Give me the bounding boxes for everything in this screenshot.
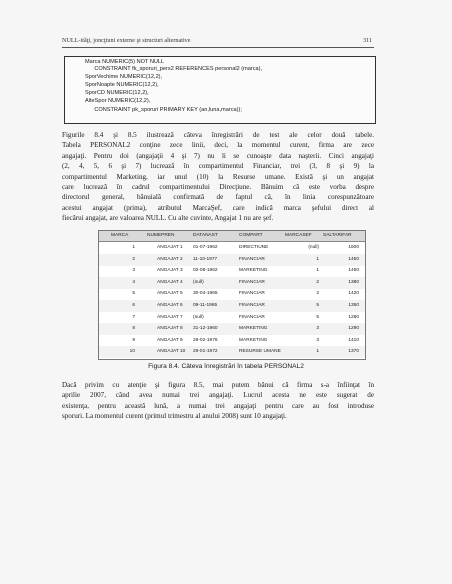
table-cell: 1 [132,245,135,250]
table-cell: (null) [193,314,204,320]
table-cell: 1600 [348,245,359,250]
column-header: DATANAST [193,233,218,238]
header-rule [62,47,374,48]
table-cell: 8 [132,326,135,332]
table-row [99,242,365,254]
table-cell: 9 [132,337,135,343]
table-cell: 5 [132,291,135,297]
table-cell: 4 [132,279,135,285]
table-cell: ANGAJAT 7 [157,314,183,320]
table-row [99,300,365,312]
figure-caption: Figura 8.4. Câteva înregistrări în tabela PERSONAL2 [148,363,304,370]
page-number: 311 [362,37,372,44]
table-cell: 1450 [348,268,359,274]
code-line: SporCD NUMERIC(12,2), [85,90,149,96]
table-cell: 1370 [348,349,359,355]
table-cell: 1 [316,349,319,355]
text-line: Tabela PERSONAL2 conţine zece linii, deci, la momentul curent, firma are zece [62,141,374,150]
code-line: AlteSpor NUMERIC(12,2), [85,98,151,104]
text-line: fiecărui angajat, are valoarea NULL. Cu alte cuvinte, Angajat 1 nu are şef. [62,214,274,223]
table-row [99,335,365,347]
text-line: Dacă privim cu atenţie şi figura 8.5, mai putem bănui că firma s-a înfiinţat în [62,381,374,389]
table-cell: 02-08-1962 [193,268,218,274]
table-cell: FINANCIAR [239,256,265,262]
column-header: MARCASEF [285,233,312,238]
code-line: CONSTRAINT pk_sporuri PRIMARY KEY (an,luna,marca)); [85,107,242,113]
text-line: care lucrează în cadrul compartimentului Direcţiune. Bănuim că este vorba despre [62,183,374,192]
table-cell: 1350 [348,303,359,308]
text-line: (2, 4, 5, 6 şi 7) lucrează în compartimentul Financiar, trei (3, 8 şi 9) la [62,162,374,171]
table-cell: 3 [132,268,135,274]
table-cell: FINANCIAR [239,279,265,285]
code-line: CONSTRAINT fk_sporuri_pers2 REFERENCES personal2 (marca), [85,66,263,72]
table-row [99,323,365,335]
sql-code-box [64,56,376,124]
table-cell: ANGAJAT 2 [157,256,183,262]
text-line: sporuri. La momentul curent (primul trimestru al anului 2008) sunt 10 angajaţi. [62,412,287,421]
column-header: MARCA [111,233,129,238]
table-cell: RESURSE UMANE [239,349,281,355]
table-row [99,288,365,300]
paragraph-intro [62,130,374,224]
table-row [99,265,365,277]
table-cell: ANGAJAT 1 [157,245,183,250]
header-title: NULL-ităţi, joncţiuni externe şi structuri alternative [62,37,191,44]
table-cell: ANGAJAT 10 [157,349,186,355]
table-cell: ANGAJAT 5 [157,291,183,297]
table-cell: 1280 [348,314,359,320]
table-cell: 10 [129,349,135,355]
table-cell: 2 [316,279,319,285]
table-cell: 3 [316,337,319,343]
text-line: angajaţi. Pentru doi (angajaţii 4 şi 7) nu li se cunoaşte data naşterii. Cinci angajaţi [62,151,374,160]
table-cell: 29-01-1972 [193,349,218,355]
table-cell: 09-11-1965 [193,303,218,308]
code-line: SporNoapte NUMERIC(12,2), [85,82,159,88]
table-cell: ANGAJAT 6 [157,303,183,308]
table-cell: ANGAJAT 8 [157,326,183,332]
table-cell: 11-10-1977 [193,256,218,262]
table-cell: 01-07-1962 [193,245,218,250]
column-header: SALTARIFAR [323,233,352,238]
table-cell: 1420 [348,291,359,297]
table-row [99,277,365,289]
table-cell: 1450 [348,256,359,262]
table-cell: DIRECTIUNE [239,245,269,250]
table-cell: 6 [132,303,135,308]
table-cell: 2 [132,256,135,262]
text-line: existenţa, pentru această lună, a numai trei angajaţi pentru care au fost introduse [62,401,374,410]
table-row [99,254,365,266]
text-line: Figurile 8.4 şi 8.5 ilustrează câteva înregistrări de test ale celor două tabele. [62,131,374,139]
text-line: aprilie 2007, când avea numai trei angajaţi. Lucrul acesta ne este sugerat de [62,391,374,400]
table-cell: (null) [193,279,204,285]
table-cell: 3 [316,326,319,332]
personal2-table [98,230,366,360]
text-line: acestui angajat (prima), atributul MarcaŞef, care indică marca şefului direct al [62,203,374,212]
paragraph-conclusion [62,380,374,422]
table-cell: 1290 [348,326,359,332]
table-row [99,312,365,324]
code-line: Marca NUMERIC(5) NOT NULL [85,59,165,65]
table-cell: MARKETING [239,326,268,332]
table-cell: FINANCIAR [239,291,265,297]
table-cell: MARKETING [239,337,268,343]
table-cell: ANGAJAT 9 [157,337,183,343]
table-cell: 1380 [348,279,359,285]
table-cell: 1 [316,268,319,274]
table-cell: 1410 [348,337,359,343]
table-cell: ANGAJAT 4 [157,279,183,285]
text-line: directorul general, bănuială confirmată de faptul că, în linia corespunzătoare [62,193,374,202]
text-line: compartimentul Marketing, iar unul (10) la Resurse umane. Există şi un angajat [62,172,374,181]
column-header: COMPART [239,233,263,238]
table-cell: 2 [316,291,319,297]
table-header [99,231,365,242]
table-cell: 5 [316,314,319,320]
table-cell: 30-04-1965 [193,291,218,297]
table-cell: FINANCIAR [239,314,265,320]
table-cell: (null) [308,245,319,250]
table-row [99,346,365,358]
table-cell: 31-12-1960 [193,326,218,332]
table-cell: 28-02-1976 [193,337,218,343]
table-cell: 5 [316,303,319,308]
table-cell: FINANCIAR [239,303,265,308]
table-cell: MARKETING [239,268,268,274]
code-line: SporVechime NUMERIC(12,2), [85,74,163,80]
column-header: NUMEPREN [147,233,175,238]
table-cell: 1 [316,256,319,262]
table-cell: 7 [132,314,135,320]
table-cell: ANGAJAT 3 [157,268,183,274]
